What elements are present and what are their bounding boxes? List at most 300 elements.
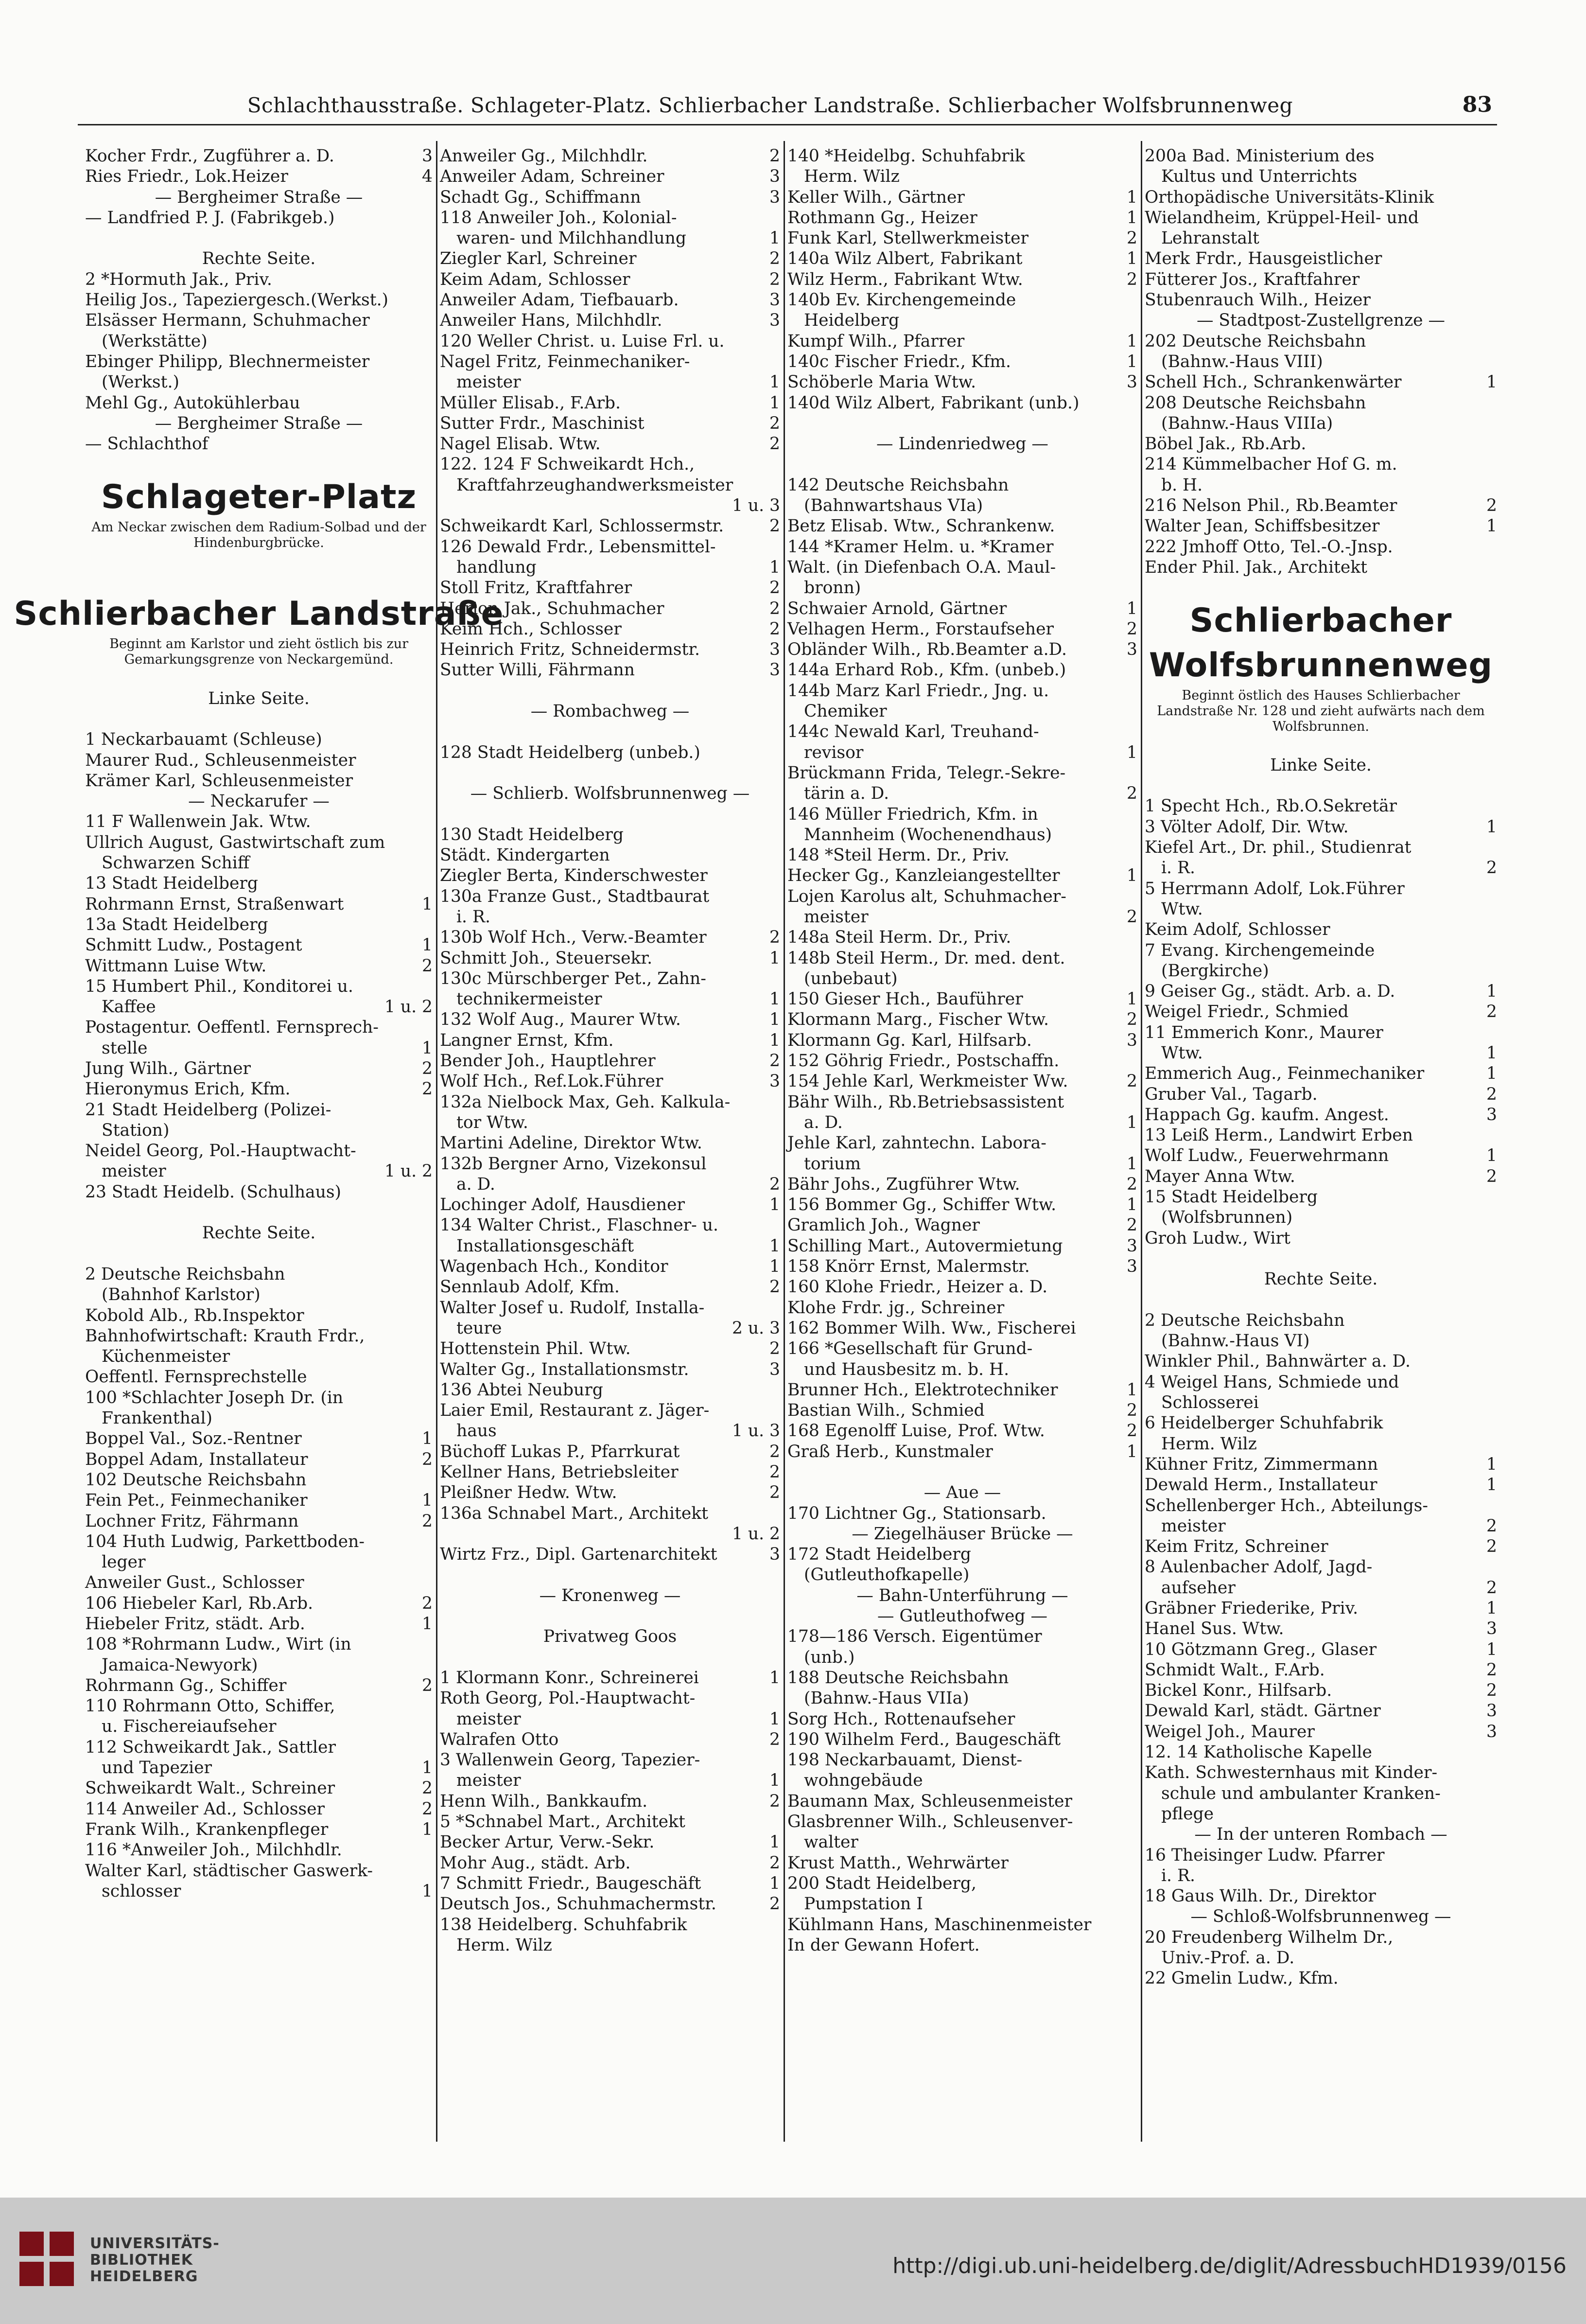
entry-text: Städt. Kindergarten [440,845,610,865]
directory-entry [1145,269,1497,290]
entry-text: Groh Ludw., Wirt [1145,1228,1290,1248]
entry-text: — Bahn-Unterführung — [856,1585,1068,1605]
entry-text: Herm. Wilz [804,167,900,187]
directory-entry [787,1729,1137,1750]
entry-text: 12. 14 Katholische Kapelle [1145,1743,1372,1762]
directory-entry [440,763,780,783]
entry-text: 3 Völter Adolf, Dir. Wtw. [1145,817,1349,837]
entry-text: 6 Heidelberger Schuhfabrik [1145,1413,1383,1433]
directory-entry [1145,1372,1497,1392]
entry-text: Sutter Willi, Fährmann [440,660,635,680]
directory-entry [440,187,780,208]
floor-number: 1 [1486,1064,1497,1084]
entry-text: meister [102,1162,166,1181]
directory-entry [440,660,780,680]
entry-text: Schilling Mart., Autovermietung [787,1236,1063,1256]
entry-text: 178—186 Versch. Eigentümer [787,1627,1042,1647]
entry-text: 144b Marz Karl Friedr., Jng. u. [787,681,1049,701]
directory-entry [440,537,780,557]
directory-entry [440,989,780,1009]
entry-text: (unb.) [804,1647,855,1667]
floor-number: 2 [769,269,780,289]
directory-entry [85,1058,433,1079]
directory-entry [440,557,780,578]
directory-entry [787,310,1137,331]
section-label [787,1606,1137,1626]
directory-entry [440,1750,780,1770]
entry-text [440,804,445,825]
directory-entry [787,742,1137,763]
directory-entry [440,1915,780,1935]
entry-text: 130c Mürschberger Pet., Zahn- [440,968,706,988]
directory-entry [440,248,780,269]
entry-text: Bähr Wilh., Rb.Betriebsassistent [787,1092,1064,1112]
directory-entry [85,1758,433,1778]
directory-entry [440,1668,780,1688]
entry-text [85,454,90,475]
entry-text: Walt. (in Diefenbach O.A. Maul- [787,557,1056,577]
entry-text: 108 *Rohrmann Ludw., Wirt (in [85,1635,351,1655]
directory-entry [787,1236,1137,1256]
directory-entry [440,968,780,989]
street-description [85,636,433,668]
directory-entry [85,1675,433,1696]
entry-text: (Gutleuthofkapelle) [804,1565,970,1585]
entry-text: — Gutleuthofweg — [877,1606,1047,1626]
directory-entry [1145,434,1497,454]
floor-number: 2 [422,1799,433,1819]
floor-number: 2 [1486,1516,1497,1536]
directory-entry [1145,393,1497,413]
directory-entry [1145,208,1497,228]
section-label [85,1223,433,1243]
floor-number: 1 [1486,1454,1497,1474]
directory-entry [787,1277,1137,1297]
floor-number: 2 [1127,619,1137,639]
floor-number: 1 [769,372,780,392]
directory-entry [85,1552,433,1572]
floor-number: 1 [1486,372,1497,392]
floor-number: 1 [1127,1112,1137,1132]
floor-number: 1 [1127,352,1137,371]
section-label [85,187,433,208]
university-library-logo [19,2232,74,2286]
section-label [787,434,1137,454]
directory-entry [787,968,1137,989]
directory-entry [787,1894,1137,1914]
directory-entry [440,166,780,187]
directory-entry [1145,1722,1497,1742]
floor-number: 1 [1486,982,1497,1002]
directory-entry [787,1770,1137,1791]
entry-text: Schmitt Joh., Steuersekr. [440,948,653,968]
entry-text: 15 Humbert Phil., Konditorei u. [85,976,353,996]
directory-entry [787,1133,1137,1153]
directory-entry [440,331,780,352]
directory-entry [85,1388,433,1408]
section-label [440,701,780,722]
directory-entry [1145,1578,1497,1598]
directory-entry [787,1256,1137,1277]
floor-number: 1 [422,935,433,955]
entry-text: 102 Deutsche Reichsbahn [85,1470,307,1490]
entry-text: 214 Kümmelbacher Hof G. m. [1145,455,1397,475]
floor-number: 3 [1127,1030,1137,1050]
entry-text: Schwarzen Schiff [102,853,250,873]
directory-entry [1145,1660,1497,1680]
directory-entry [85,811,433,832]
directory-entry [85,1161,433,1181]
entry-text: Schweikardt Karl, Schlossermstr. [440,516,724,536]
directory-entry [85,208,433,228]
floor-number: 1 [769,1709,780,1729]
directory-entry [85,1079,433,1099]
directory-entry [1145,454,1497,475]
entry-text [1145,735,1150,755]
directory-entry [787,639,1137,660]
entry-text [85,668,90,688]
entry-text: (Bahnhof Karlstor) [102,1285,261,1305]
directory-entry [1145,1866,1497,1886]
directory-entry [1145,919,1497,940]
directory-entry [787,825,1137,845]
entry-text: 104 Huth Ludwig, Parkettboden- [85,1532,365,1551]
entry-text: Ries Friedr., Lok.Heizer [85,167,288,187]
entry-text: Schwaier Arnold, Gärtner [787,599,1007,618]
entry-text: 148 *Steil Herm. Dr., Priv. [787,845,1010,865]
document-url[interactable]: http://digi.ub.uni-heidelberg.de/diglit/AdressbuchHD1939/0156 [892,2254,1567,2278]
entry-text: Mannheim (Wochenendhaus) [804,825,1052,845]
entry-text: 7 Evang. Kirchengemeinde [1145,940,1375,960]
entry-text: 16 Theisinger Ludw. Pfarrer [1145,1845,1385,1865]
directory-entry [1145,1002,1497,1022]
directory-entry [787,619,1137,639]
directory-entry [85,454,433,475]
directory-entry [1145,961,1497,981]
floor-number: 1 [1127,742,1137,762]
entry-text: Betz Elisab. Wtw., Schrankenw. [787,516,1055,536]
floor-number: 1 [769,229,780,248]
directory-entry [1145,1557,1497,1577]
directory-entry [787,331,1137,352]
directory-entry [787,1503,1137,1524]
directory-entry [85,956,433,976]
floor-number: 1 [422,1881,433,1901]
directory-entry [1145,1886,1497,1906]
directory-entry [440,1524,780,1544]
directory-entry [787,907,1137,927]
entry-text: Obländer Wilh., Rb.Beamter a.D. [787,640,1067,660]
floor-number: 3 [1486,1619,1497,1639]
entry-text: 120 Weller Christ. u. Luise Frl. u. [440,331,725,351]
entry-text: 136a Schnabel Mart., Architekt [440,1503,709,1523]
section-label [440,1585,780,1606]
directory-entry [85,1202,433,1223]
entry-text: waren- und Milchhandlung [456,229,686,248]
directory-entry [1145,899,1497,919]
entry-text: 118 Anweiler Joh., Kolonial- [440,208,677,228]
directory-entry [85,372,433,392]
directory-entry [85,873,433,894]
directory-entry [440,825,780,845]
entry-text: Weigel Friedr., Schmied [1145,1002,1349,1022]
directory-entry [85,1861,433,1881]
entry-text: 144c Newald Karl, Treuhand- [787,722,1039,742]
directory-entry [85,228,433,248]
floor-number: 2 [1127,229,1137,248]
entry-text: Schöberle Maria Wtw. [787,372,976,392]
entry-text: i. R. [1161,1866,1195,1885]
floor-number: 3 [1127,372,1137,392]
entry-text: teure [456,1318,502,1338]
directory-entry [787,1709,1137,1729]
floor-number: 2 [422,1079,433,1099]
directory-entry [1145,1228,1497,1249]
entry-text: 138 Heidelberg. Schuhfabrik [440,1915,687,1935]
floor-number: 1 u. 2 [732,1524,780,1544]
entry-text [440,1606,445,1626]
entry-text: Sorg Hch., Rottenaufseher [787,1709,1015,1729]
entry-text: 146 Müller Friedrich, Kfm. in [787,804,1038,824]
entry-text: 150 Gieser Hch., Bauführer [787,989,1023,1009]
entry-text [787,413,793,434]
entry-text: Herion Jak., Schuhmacher [440,599,664,618]
column-3 [787,146,1137,2142]
directory-entry [1145,1742,1497,1762]
directory-entry [787,1832,1137,1852]
entry-text: 156 Bommer Gg., Schiffer Wtw. [787,1195,1057,1215]
entry-text: Univ.-Prof. a. D. [1161,1948,1295,1968]
directory-entry [85,1470,433,1490]
directory-entry [787,783,1137,804]
directory-entry [1145,817,1497,837]
directory-entry [1145,1680,1497,1701]
floor-number: 3 [769,660,780,680]
directory-entry [85,1696,433,1716]
directory-entry [85,1100,433,1120]
directory-entry [787,1030,1137,1051]
directory-entry [1145,1434,1497,1454]
entry-text: i. R. [456,907,490,927]
directory-entry [787,290,1137,310]
directory-entry [440,1318,780,1338]
directory-entry [1145,1516,1497,1536]
directory-entry [440,1482,780,1503]
directory-entry [440,1688,780,1708]
directory-entry [1145,516,1497,536]
entry-text: Bender Joh., Hauptlehrer [440,1051,656,1071]
directory-entry [440,1359,780,1380]
entry-text: Maurer Rud., Schleusenmeister [85,750,356,770]
floor-number: 1 [1486,817,1497,837]
entry-text: Walrafen Otto [440,1729,559,1749]
entry-text: 142 Deutsche Reichsbahn [787,475,1009,495]
directory-entry [787,1215,1137,1235]
directory-entry [1145,1145,1497,1166]
entry-text [787,1462,793,1482]
entry-text: Kobold Alb., Rb.Inspektor [85,1305,304,1325]
directory-entry [787,1873,1137,1894]
floor-number: 2 [769,413,780,433]
entry-text: Keim Hch., Schlosser [440,619,622,639]
directory-entry [787,1359,1137,1380]
directory-entry [1145,352,1497,372]
entry-text: Wittmann Luise Wtw. [85,956,267,976]
directory-entry [85,771,433,791]
entry-text: Brückmann Frida, Telegr.-Sekre- [787,763,1066,783]
directory-entry [440,845,780,865]
entry-text: Küchenmeister [102,1347,230,1367]
entry-text: 172 Stadt Heidelberg [787,1545,971,1565]
floor-number: 2 [769,1462,780,1482]
entry-text: Becker Artur, Verw.-Sekr. [440,1832,655,1852]
directory-entry [1145,940,1497,961]
directory-entry [85,1346,433,1367]
directory-entry [787,1154,1137,1174]
entry-text: 13 Leiß Herm., Landwirt Erben [1145,1126,1413,1145]
entry-text: Walter Karl, städtischer Gaswerk- [85,1861,373,1881]
directory-entry [787,989,1137,1009]
directory-entry [440,1051,780,1071]
entry-text: Wolf Ludw., Feuerwehrmann [1145,1146,1389,1166]
directory-entry [787,1750,1137,1770]
directory-entry [440,865,780,886]
entry-text: 154 Jehle Karl, Werkmeister Ww. [787,1072,1068,1092]
directory-entry [787,352,1137,372]
entry-text: Lojen Karolus alt, Schuhmacher- [787,886,1066,906]
floor-number: 2 [1486,1578,1497,1598]
directory-entry [1145,1290,1497,1310]
entry-text: 15 Stadt Heidelberg [1145,1187,1318,1207]
directory-entry [440,454,780,475]
floor-number: 1 [1127,187,1137,207]
directory-entry [440,310,780,331]
directory-entry [1145,1063,1497,1084]
entry-text: Laier Emil, Restaurant z. Jäger- [440,1401,710,1421]
entry-text: — Bergheimer Straße — [155,413,363,433]
directory-entry [440,1770,780,1791]
column-2 [440,146,780,2142]
directory-entry [1145,879,1497,899]
directory-entry [787,228,1137,248]
entry-text: tärin a. D. [804,784,889,804]
directory-entry [85,1737,433,1758]
entry-text: a. D. [456,1174,495,1194]
entry-text: 166 *Gesellschaft für Grund- [787,1339,1033,1359]
directory-entry [1145,1105,1497,1125]
entry-text: 21 Stadt Heidelberg (Polizei- [85,1100,331,1120]
directory-entry [1145,331,1497,352]
street-heading [1145,643,1497,688]
directory-entry [1145,1207,1497,1228]
entry-text: 170 Lichtner Gg., Stationsarb. [787,1503,1046,1523]
entry-text: — Aue — [924,1483,1001,1503]
directory-entry [440,1030,780,1051]
floor-number: 3 [1127,640,1137,660]
entry-text: Ullrich August, Gastwirtschaft zum [85,832,385,852]
directory-entry [787,845,1137,865]
directory-entry [1145,1845,1497,1866]
directory-entry [787,516,1137,536]
directory-entry [85,393,433,413]
entry-text: Linke Seite. [208,688,310,708]
directory-entry [440,228,780,248]
directory-entry [1145,187,1497,208]
entry-text: Oeffentl. Fernsprechstelle [85,1367,307,1387]
entry-text: Bähr Johs., Zugführer Wtw. [787,1174,1020,1194]
entry-text: meister [456,1709,521,1729]
entry-text: Kiefel Art., Dr. phil., Studienrat [1145,838,1412,858]
entry-text: 200 Stadt Heidelberg, [787,1873,976,1893]
directory-entry [1145,578,1497,598]
directory-entry [85,1572,433,1593]
viewer-footer [0,2198,1586,2324]
floor-number: 2 [1127,907,1137,927]
floor-number: 1 [1486,1639,1497,1659]
entry-text: Kumpf Wilh., Pfarrer [787,331,965,351]
floor-number: 1 [1486,1599,1497,1618]
entry-text: (unbebaut) [804,968,898,988]
entry-text: (Bergkirche) [1161,961,1269,981]
entry-text [440,1524,445,1544]
column-divider [436,141,437,2142]
entry-text: Frank Wilh., Krankenpfleger [85,1819,329,1839]
directory-entry [85,894,433,915]
entry-text: 116 *Anweiler Joh., Milchhdlr. [85,1840,342,1860]
floor-number: 2 [1486,1002,1497,1022]
directory-entry [440,927,780,948]
directory-entry [1145,1701,1497,1721]
directory-entry [787,865,1137,886]
floor-number: 1 [769,989,780,1009]
floor-number: 1 [769,948,780,968]
directory-entry [787,269,1137,290]
entry-text: 8 Aulenbacher Adolf, Jagd- [1145,1557,1373,1577]
directory-entry [787,701,1137,722]
entry-text: Bastian Wilh., Schmied [787,1401,985,1421]
directory-entry [440,886,780,907]
entry-text [1145,578,1150,598]
directory-entry [85,352,433,372]
floor-number: 1 u. 2 [384,1162,433,1181]
directory-entry [85,1778,433,1798]
entry-text: Elsässer Hermann, Schuhmacher [85,311,370,331]
floor-number: 3 [1127,1236,1137,1256]
floor-number: 3 [1486,1722,1497,1742]
entry-text: Kultus und Unterrichts [1161,167,1358,187]
floor-number: 1 [1127,208,1137,228]
entry-text: Hieronymus Erich, Kfm. [85,1079,291,1099]
entry-text: Schlosserei [1161,1393,1259,1413]
floor-number: 1 [769,1832,780,1852]
entry-text: — Bergheimer Straße — [155,187,363,207]
entry-text: Mehl Gg., Autokühlerbau [85,393,300,413]
entry-text: Jung Wilh., Gärtner [85,1058,251,1078]
floor-number: 1 [422,1819,433,1839]
entry-text: Schell Hch., Schrankenwärter [1145,372,1402,392]
entry-text: 130a Franze Gust., Stadtbaurat [440,886,710,906]
directory-entry [440,1729,780,1750]
directory-entry [85,915,433,935]
directory-entry [787,1791,1137,1812]
directory-entry [787,1442,1137,1462]
directory-entry [787,722,1137,742]
floor-number: 2 [1127,1072,1137,1092]
entry-text: 188 Deutsche Reichsbahn [787,1668,1009,1688]
directory-entry [85,290,433,310]
entry-text: Postagentur. Oeffentl. Fernsprech- [85,1018,379,1038]
entry-text: Wilz Herm., Fabrikant Wtw. [787,269,1023,289]
